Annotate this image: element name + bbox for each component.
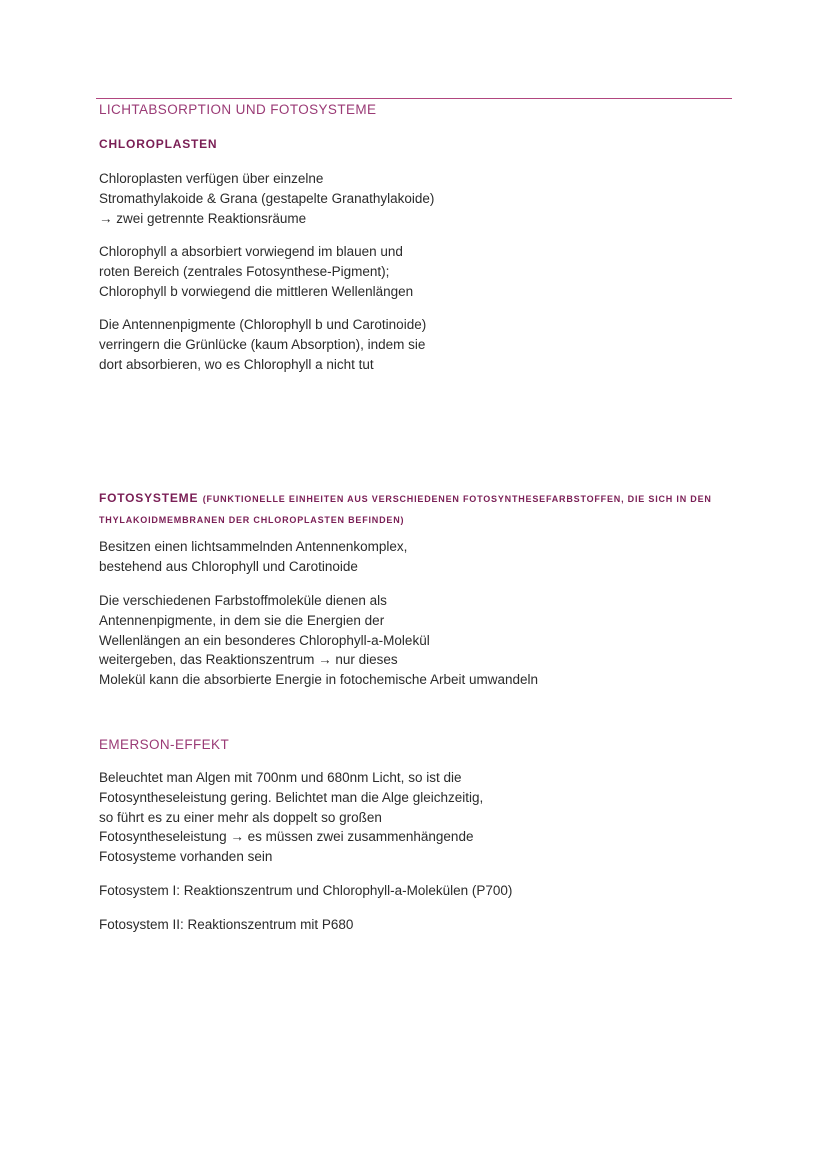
paragraph-chloroplasten-1 — [99, 169, 434, 228]
text-line: dort absorbieren, wo es Chlorophyll a nicht tut — [99, 356, 374, 372]
subheading-fotosysteme — [99, 488, 729, 530]
section-heading-emerson: EMERSON-EFFEKT — [99, 737, 230, 752]
text-line: → zwei getrennte Reaktionsräume — [99, 210, 307, 226]
text-line: Die Antennenpigmente (Chlorophyll b und Carotinoide) — [99, 317, 427, 332]
text-line: Besitzen einen lichtsammelnden Antennenkomplex, — [99, 539, 408, 554]
text-line: Wellenlängen an ein besonderes Chlorophyll-a-Molekül — [99, 632, 430, 648]
text-line: so führt es zu einer mehr als doppelt so großen — [99, 809, 382, 825]
text-line: Chlorophyll b vorwiegend die mittleren Wellenlängen — [99, 283, 414, 299]
text-line: bestehend aus Chlorophyll und Carotinoide — [99, 558, 358, 574]
text-line: weitergeben, das Reaktionszentrum → nur dieses — [99, 652, 398, 668]
subheading-chloroplasten: CHLOROPLASTEN — [99, 137, 218, 151]
paragraph-fotosystem-1: Fotosystem I: Reaktionszentrum und Chlorophyll-a-Molekülen (P700) — [99, 883, 513, 898]
text-line: Fotosysteme vorhanden sein — [99, 849, 273, 865]
text-line: Molekül kann die absorbierte Energie in fotochemische Arbeit umwandeln — [99, 672, 539, 688]
text-line: Beleuchtet man Algen mit 700nm und 680nm Licht, so ist die — [99, 770, 462, 785]
text-line: Die verschiedenen Farbstoffmoleküle dienen als — [99, 593, 387, 608]
text-line: Antennenpigmente, in dem sie die Energien der — [99, 612, 385, 628]
paragraph-fotosysteme-2 — [99, 591, 538, 690]
paragraph-chloroplasten-3 — [99, 315, 426, 374]
fotosysteme-note: (FUNKTIONELLE EINHEITEN AUS VERSCHIEDENEN FOTOSYNTHESEFARBSTOFFEN, DIE SICH IN DEN THYLAKOIDMEMBRANEN DER CHLOROPLASTEN BEFINDEN) — [99, 494, 712, 525]
paragraph-fotosystem-2: Fotosystem II: Reaktionszentrum mit P680 — [99, 917, 354, 932]
text-line: Chlorophyll a absorbiert vorwiegend im blauen und — [99, 244, 403, 259]
fotosysteme-title: FOTOSYSTEME — [99, 491, 199, 505]
text-line: Chloroplasten verfügen über einzelne — [99, 171, 324, 186]
text-line: Stromathylakoide & Grana (gestapelte Granathylakoide) — [99, 190, 435, 206]
header-rule — [96, 98, 732, 99]
section-heading-lichtabsorption: LICHTABSORPTION UND FOTOSYSTEME — [99, 102, 377, 117]
paragraph-fotosysteme-1 — [99, 537, 407, 577]
text-line: verringern die Grünlücke (kaum Absorption), indem sie — [99, 336, 426, 352]
text-line: Fotosyntheseleistung gering. Belichtet man die Alge gleichzeitig, — [99, 789, 484, 805]
paragraph-emerson-1 — [99, 768, 483, 867]
text-line: roten Bereich (zentrales Fotosynthese-Pigment); — [99, 263, 390, 279]
text-line: Fotosyntheseleistung → es müssen zwei zusammenhängende — [99, 829, 474, 845]
paragraph-chloroplasten-2 — [99, 242, 413, 301]
